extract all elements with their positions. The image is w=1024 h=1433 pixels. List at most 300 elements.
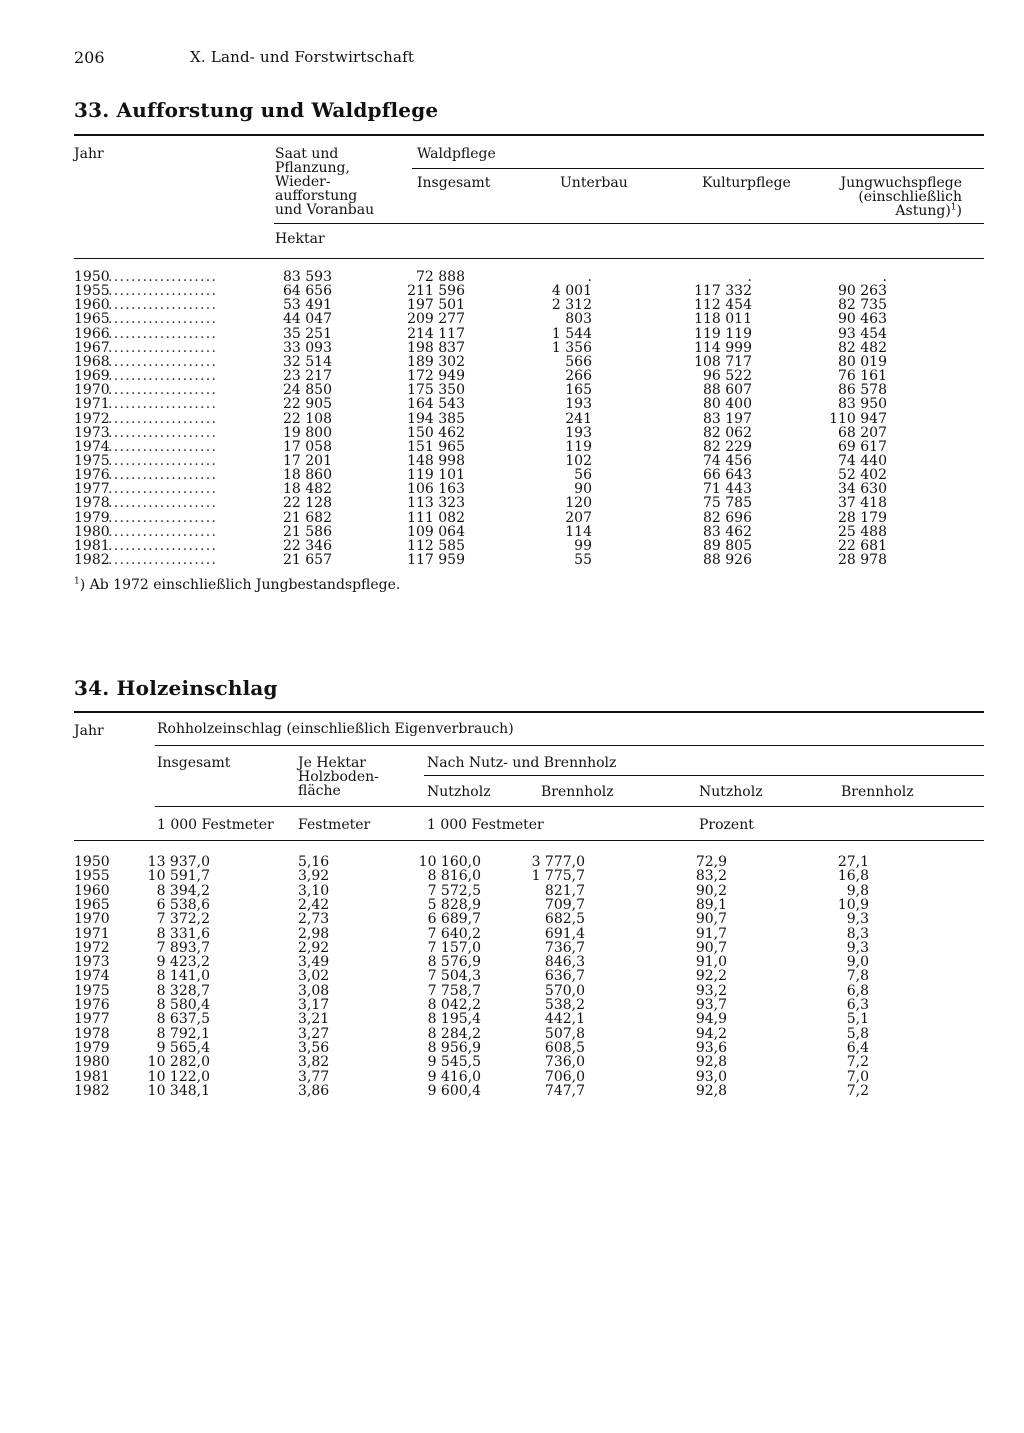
table-row: [0, 998, 1024, 1012]
table-row: [0, 284, 1024, 298]
cell-jahr: 1973: [74, 954, 110, 971]
table34-header-nach-nutz: Nach Nutz- und Brennholz: [427, 755, 617, 771]
table-row: [0, 955, 1024, 969]
cell-insgesamt: 8 792,1: [156, 1025, 210, 1042]
table-row: [0, 912, 1024, 926]
cell-unterbau: 114: [565, 523, 592, 540]
table-row: [0, 941, 1024, 955]
table33-unit-rule: [274, 223, 984, 224]
cell-insgesamt: 8 637,5: [156, 1011, 210, 1028]
cell-jahr: 1978: [74, 495, 110, 512]
cell-je-hektar: 3,92: [298, 868, 330, 885]
cell-jahr: 1965: [74, 896, 110, 913]
table33-title: 33. Aufforstung und Waldpflege: [74, 98, 439, 122]
cell-brennholz-pct: 9,8: [846, 882, 869, 899]
cell-brennholz: 846,3: [544, 954, 585, 971]
cell-kulturpflege: 118 011: [694, 311, 752, 328]
cell-nutzholz: 8 816,0: [427, 868, 481, 885]
cell-jahr: 1980: [74, 1054, 110, 1071]
table34-header-insgesamt: Insgesamt: [157, 755, 231, 771]
cell-jungwuchs: 28 179: [838, 509, 887, 526]
leader-dots: ...................: [108, 298, 218, 313]
cell-jahr: 1981: [74, 1068, 110, 1085]
table-row: [0, 511, 1024, 525]
cell-jungwuchs: .: [882, 269, 887, 285]
table33-footnote: $^1$) Ab 1972 einschließlich Jungbestandspflege.: [74, 576, 401, 593]
cell-saat: 83 593: [283, 269, 332, 285]
table-row: [0, 482, 1024, 496]
cell-unterbau: 90: [574, 481, 592, 498]
cell-jahr: 1969: [74, 368, 110, 385]
cell-insgesamt: 10 282,0: [147, 1054, 210, 1071]
cell-jungwuchs: 82 735: [838, 297, 887, 314]
cell-kulturpflege: 74 456: [703, 452, 752, 469]
table-row: [0, 884, 1024, 898]
table-row: [0, 1055, 1024, 1069]
cell-brennholz: 538,2: [544, 997, 585, 1013]
cell-kulturpflege: 66 643: [703, 467, 752, 484]
cell-nutzholz: 9 416,0: [427, 1068, 481, 1085]
cell-insgesamt: 8 394,2: [156, 882, 210, 899]
table34-unit-festmeter: Festmeter: [298, 817, 371, 833]
page-number: 206: [74, 48, 105, 67]
cell-nutzholz-pct: 92,8: [695, 1082, 727, 1099]
cell-jahr: 1976: [74, 467, 110, 484]
leader-dots: ...................: [108, 312, 218, 327]
cell-jungwuchs: 69 617: [838, 438, 887, 455]
cell-insgesamt: 10 591,7: [147, 868, 210, 885]
cell-nutzholz-pct: 91,7: [695, 925, 727, 942]
cell-jungwuchs: 80 019: [838, 353, 887, 370]
table-row: [0, 1041, 1024, 1055]
leader-dots: ...................: [108, 354, 218, 369]
cell-nutzholz-pct: 90,2: [695, 882, 727, 899]
cell-je-hektar: 3,82: [298, 1054, 330, 1071]
cell-brennholz-pct: 7,8: [846, 968, 869, 985]
cell-kulturpflege: 96 522: [703, 368, 752, 385]
table-row: [0, 553, 1024, 567]
cell-nutzholz-pct: 90,7: [695, 939, 727, 956]
leader-dots: ...................: [108, 453, 218, 468]
cell-saat: 64 656: [283, 283, 332, 300]
cell-jungwuchs: 90 463: [838, 311, 887, 328]
cell-insgesamt: 8 580,4: [156, 997, 210, 1013]
table-row: [0, 855, 1024, 869]
cell-saat: 22 346: [283, 537, 332, 554]
cell-jahr: 1950: [74, 269, 110, 285]
cell-jahr: 1982: [74, 552, 110, 568]
cell-insgesamt: 119 101: [407, 467, 465, 484]
table33-top-rule: [74, 134, 984, 136]
cell-nutzholz-pct: 91,0: [695, 954, 727, 971]
table34-unit-rule: [155, 806, 984, 807]
cell-je-hektar: 3,17: [298, 997, 330, 1013]
cell-insgesamt: 72 888: [416, 269, 465, 285]
table33-header-unterbau: Unterbau: [560, 175, 628, 191]
cell-nutzholz: 7 157,0: [427, 939, 481, 956]
cell-saat: 18 860: [283, 467, 332, 484]
cell-insgesamt: 189 302: [407, 353, 465, 370]
cell-saat: 22 108: [283, 410, 332, 427]
table34-header-jahr: Jahr: [74, 723, 104, 739]
cell-kulturpflege: 71 443: [703, 481, 752, 498]
cell-kulturpflege: 89 805: [703, 537, 752, 554]
cell-jungwuchs: 86 578: [838, 382, 887, 399]
cell-jahr: 1971: [74, 396, 110, 413]
cell-jungwuchs: 25 488: [838, 523, 887, 540]
cell-nutzholz: 7 640,2: [427, 925, 481, 942]
cell-saat: 35 251: [283, 325, 332, 342]
table-row: [0, 270, 1024, 284]
cell-unterbau: 193: [565, 396, 592, 413]
cell-kulturpflege: 88 607: [703, 382, 752, 399]
cell-unterbau: 165: [565, 382, 592, 399]
cell-jahr: 1975: [74, 452, 110, 469]
cell-jungwuchs: 76 161: [838, 368, 887, 385]
cell-nutzholz-pct: 93,0: [695, 1068, 727, 1085]
cell-insgesamt: 151 965: [407, 438, 465, 455]
cell-unterbau: 193: [565, 424, 592, 441]
cell-brennholz: 442,1: [544, 1011, 585, 1028]
cell-saat: 33 093: [283, 339, 332, 356]
cell-saat: 21 657: [283, 552, 332, 568]
cell-jahr: 1955: [74, 868, 110, 885]
cell-kulturpflege: 80 400: [703, 396, 752, 413]
cell-unterbau: 55: [574, 552, 592, 568]
cell-brennholz-pct: 6,8: [846, 982, 869, 999]
cell-nutzholz-pct: 72,9: [695, 854, 727, 870]
cell-brennholz: 709,7: [544, 896, 585, 913]
cell-brennholz-pct: 16,8: [837, 868, 869, 885]
cell-jahr: 1966: [74, 325, 110, 342]
table34-header-brennholz: Brennholz: [541, 784, 614, 800]
cell-nutzholz-pct: 93,6: [695, 1039, 727, 1056]
cell-saat: 23 217: [283, 368, 332, 385]
cell-insgesamt: 6 538,6: [156, 896, 210, 913]
cell-kulturpflege: 108 717: [694, 353, 752, 370]
cell-brennholz: 3 777,0: [531, 854, 585, 870]
cell-nutzholz: 6 689,7: [427, 911, 481, 928]
cell-jungwuchs: 90 263: [838, 283, 887, 300]
cell-je-hektar: 2,98: [298, 925, 330, 942]
cell-unterbau: 803: [565, 311, 592, 328]
table-row: [0, 869, 1024, 883]
cell-je-hektar: 3,21: [298, 1011, 330, 1028]
cell-kulturpflege: 82 062: [703, 424, 752, 441]
cell-brennholz: 821,7: [544, 882, 585, 899]
leader-dots: ...................: [108, 284, 218, 299]
cell-je-hektar: 2,92: [298, 939, 330, 956]
cell-brennholz-pct: 10,9: [837, 896, 869, 913]
cell-jahr: 1950: [74, 854, 110, 870]
cell-je-hektar: 3,10: [298, 882, 330, 899]
table-row: [0, 383, 1024, 397]
cell-nutzholz: 9 600,4: [427, 1082, 481, 1099]
cell-jahr: 1972: [74, 939, 110, 956]
cell-brennholz: 570,0: [544, 982, 585, 999]
cell-insgesamt: 175 350: [407, 382, 465, 399]
table33-header-waldpflege: Waldpflege: [417, 146, 496, 162]
table34-header-bottom-rule: [74, 840, 984, 841]
table-row: [0, 412, 1024, 426]
cell-jungwuchs: 37 418: [838, 495, 887, 512]
table33-header-jungwuchs: Jungwuchspflege (einschließlich Astung)$^1$): [840, 175, 962, 219]
table-row: [0, 1012, 1024, 1026]
table-row: [0, 298, 1024, 312]
cell-insgesamt: 8 331,6: [156, 925, 210, 942]
table34-header-je-hektar: Je Hektar Holzboden- fläche: [298, 755, 379, 799]
chapter-title: X. Land- und Forstwirtschaft: [190, 48, 415, 66]
cell-nutzholz: 5 828,9: [427, 896, 481, 913]
table33-header-jahr: Jahr: [74, 146, 104, 162]
cell-brennholz: 736,0: [544, 1054, 585, 1071]
cell-unterbau: 56: [574, 467, 592, 484]
cell-insgesamt: 117 959: [407, 552, 465, 568]
cell-insgesamt: 13 937,0: [147, 854, 210, 870]
table34-rohholz-rule: [155, 745, 984, 746]
cell-insgesamt: 211 596: [407, 283, 465, 300]
cell-jahr: 1960: [74, 297, 110, 314]
cell-kulturpflege: 88 926: [703, 552, 752, 568]
cell-brennholz-pct: 6,3: [846, 997, 869, 1013]
cell-jahr: 1968: [74, 353, 110, 370]
cell-unterbau: 207: [565, 509, 592, 526]
cell-insgesamt: 198 837: [407, 339, 465, 356]
cell-kulturpflege: 119 119: [694, 325, 752, 342]
table-row: [0, 468, 1024, 482]
table-row: [0, 927, 1024, 941]
cell-jahr: 1955: [74, 283, 110, 300]
cell-unterbau: 99: [574, 537, 592, 554]
leader-dots: ...................: [108, 538, 218, 553]
table-row: [0, 312, 1024, 326]
cell-brennholz: 682,5: [544, 911, 585, 928]
cell-jahr: 1975: [74, 982, 110, 999]
cell-insgesamt: 109 064: [407, 523, 465, 540]
cell-jungwuchs: 34 630: [838, 481, 887, 498]
cell-brennholz-pct: 27,1: [837, 854, 869, 870]
table-row: [0, 969, 1024, 983]
cell-jungwuchs: 110 947: [829, 410, 887, 427]
cell-saat: 53 491: [283, 297, 332, 314]
table-row: [0, 355, 1024, 369]
cell-nutzholz: 8 576,9: [427, 954, 481, 971]
cell-nutzholz: 8 195,4: [427, 1011, 481, 1028]
cell-nutzholz-pct: 92,8: [695, 1054, 727, 1071]
table-row: [0, 440, 1024, 454]
cell-insgesamt: 8 141,0: [156, 968, 210, 985]
cell-je-hektar: 5,16: [298, 854, 330, 870]
cell-brennholz-pct: 9,3: [846, 911, 869, 928]
table-row: [0, 539, 1024, 553]
cell-saat: 17 201: [283, 452, 332, 469]
leader-dots: ...................: [108, 383, 218, 398]
cell-unterbau: 2 312: [551, 297, 592, 314]
cell-nutzholz: 8 956,9: [427, 1039, 481, 1056]
cell-insgesamt: 8 328,7: [156, 982, 210, 999]
cell-brennholz-pct: 9,3: [846, 939, 869, 956]
table33-waldpflege-rule: [412, 168, 984, 169]
table-row: [0, 397, 1024, 411]
cell-brennholz: 636,7: [544, 968, 585, 985]
cell-kulturpflege: 82 229: [703, 438, 752, 455]
cell-kulturpflege: 117 332: [694, 283, 752, 300]
table-row: [0, 426, 1024, 440]
cell-je-hektar: 2,42: [298, 896, 330, 913]
cell-jahr: 1974: [74, 968, 110, 985]
cell-jahr: 1980: [74, 523, 110, 540]
cell-nutzholz-pct: 89,1: [695, 896, 727, 913]
cell-saat: 18 482: [283, 481, 332, 498]
cell-insgesamt: 111 082: [407, 509, 465, 526]
cell-saat: 32 514: [283, 353, 332, 370]
cell-saat: 24 850: [283, 382, 332, 399]
cell-brennholz-pct: 9,0: [846, 954, 869, 971]
cell-kulturpflege: 75 785: [703, 495, 752, 512]
cell-kulturpflege: .: [747, 269, 752, 285]
cell-nutzholz: 10 160,0: [418, 854, 481, 870]
cell-brennholz: 736,7: [544, 939, 585, 956]
table33-header-insgesamt: Insgesamt: [417, 175, 491, 191]
leader-dots: ...................: [108, 439, 218, 454]
cell-je-hektar: 3,56: [298, 1039, 330, 1056]
cell-nutzholz-pct: 93,2: [695, 982, 727, 999]
cell-nutzholz-pct: 94,9: [695, 1011, 727, 1028]
table34-title: 34. Holzeinschlag: [74, 676, 278, 700]
cell-unterbau: 566: [565, 353, 592, 370]
cell-je-hektar: 3,08: [298, 982, 330, 999]
cell-saat: 17 058: [283, 438, 332, 455]
cell-je-hektar: 3,27: [298, 1025, 330, 1042]
cell-unterbau: 241: [565, 410, 592, 427]
cell-nutzholz-pct: 94,2: [695, 1025, 727, 1042]
cell-je-hektar: 2,73: [298, 911, 330, 928]
table33-unit-hektar: Hektar: [275, 231, 325, 247]
cell-saat: 22 905: [283, 396, 332, 413]
cell-jungwuchs: 83 950: [838, 396, 887, 413]
cell-jahr: 1965: [74, 311, 110, 328]
cell-nutzholz-pct: 93,7: [695, 997, 727, 1013]
cell-kulturpflege: 83 462: [703, 523, 752, 540]
cell-saat: 21 586: [283, 523, 332, 540]
table34-unit-prozent: Prozent: [699, 817, 754, 833]
table-row: [0, 496, 1024, 510]
cell-brennholz-pct: 7,2: [846, 1054, 869, 1071]
cell-unterbau: 4 001: [551, 283, 592, 300]
cell-brennholz: 691,4: [544, 925, 585, 942]
cell-unterbau: 1 356: [551, 339, 592, 356]
leader-dots: ...................: [108, 369, 218, 384]
table34-top-rule: [74, 711, 984, 713]
table-row: [0, 898, 1024, 912]
cell-je-hektar: 3,86: [298, 1082, 330, 1099]
table33-header-kulturpflege: Kulturpflege: [702, 175, 791, 191]
cell-jahr: 1970: [74, 911, 110, 928]
leader-dots: ...................: [108, 411, 218, 426]
cell-insgesamt: 164 543: [407, 396, 465, 413]
table34-header-rohholz: Rohholzeinschlag (einschließlich Eigenverbrauch): [157, 721, 514, 737]
leader-dots: ...................: [108, 326, 218, 341]
cell-jungwuchs: 93 454: [838, 325, 887, 342]
cell-saat: 19 800: [283, 424, 332, 441]
cell-jahr: 1960: [74, 882, 110, 899]
cell-insgesamt: 194 385: [407, 410, 465, 427]
leader-dots: ...................: [108, 468, 218, 483]
cell-insgesamt: 172 949: [407, 368, 465, 385]
cell-unterbau: 102: [565, 452, 592, 469]
cell-kulturpflege: 83 197: [703, 410, 752, 427]
cell-nutzholz: 7 758,7: [427, 982, 481, 999]
cell-je-hektar: 3,77: [298, 1068, 330, 1085]
leader-dots: ...................: [108, 553, 218, 567]
table-row: [0, 454, 1024, 468]
leader-dots: ...................: [108, 270, 218, 284]
table-row: [0, 1084, 1024, 1098]
cell-brennholz-pct: 7,0: [846, 1068, 869, 1085]
cell-jungwuchs: 68 207: [838, 424, 887, 441]
table34-header-nutzholz-pct: Nutzholz: [699, 784, 763, 800]
table-row: [0, 1070, 1024, 1084]
cell-nutzholz: 7 504,3: [427, 968, 481, 985]
cell-unterbau: .: [587, 269, 592, 285]
cell-unterbau: 119: [565, 438, 592, 455]
table-row: [0, 525, 1024, 539]
cell-insgesamt: 106 163: [407, 481, 465, 498]
cell-jungwuchs: 28 978: [838, 552, 887, 568]
cell-nutzholz-pct: 90,7: [695, 911, 727, 928]
cell-insgesamt: 10 348,1: [147, 1082, 210, 1099]
cell-nutzholz-pct: 83,2: [695, 868, 727, 885]
cell-brennholz-pct: 8,3: [846, 925, 869, 942]
cell-nutzholz-pct: 92,2: [695, 968, 727, 985]
table34-header-brennholz-pct: Brennholz: [841, 784, 914, 800]
cell-unterbau: 1 544: [551, 325, 592, 342]
cell-kulturpflege: 114 999: [694, 339, 752, 356]
cell-jahr: 1973: [74, 424, 110, 441]
cell-nutzholz: 8 042,2: [427, 997, 481, 1013]
cell-brennholz-pct: 5,8: [846, 1025, 869, 1042]
cell-insgesamt: 9 423,2: [156, 954, 210, 971]
cell-nutzholz: 7 572,5: [427, 882, 481, 899]
leader-dots: ...................: [108, 340, 218, 355]
table-row: [0, 327, 1024, 341]
cell-jahr: 1972: [74, 410, 110, 427]
table33-header-bottom-rule: [74, 258, 984, 259]
cell-je-hektar: 3,49: [298, 954, 330, 971]
cell-jahr: 1982: [74, 1082, 110, 1099]
table34-header-nutzholz: Nutzholz: [427, 784, 491, 800]
cell-brennholz: 507,8: [544, 1025, 585, 1042]
table-row: [0, 984, 1024, 998]
cell-nutzholz: 8 284,2: [427, 1025, 481, 1042]
cell-jahr: 1979: [74, 1039, 110, 1056]
leader-dots: ...................: [108, 496, 218, 511]
cell-jahr: 1974: [74, 438, 110, 455]
cell-insgesamt: 214 117: [407, 325, 465, 342]
table-row: [0, 341, 1024, 355]
cell-insgesamt: 9 565,4: [156, 1039, 210, 1056]
cell-unterbau: 120: [565, 495, 592, 512]
cell-insgesamt: 112 585: [407, 537, 465, 554]
cell-jahr: 1971: [74, 925, 110, 942]
table-row: [0, 369, 1024, 383]
cell-unterbau: 266: [565, 368, 592, 385]
cell-jahr: 1976: [74, 997, 110, 1013]
leader-dots: ...................: [108, 482, 218, 497]
cell-brennholz-pct: 6,4: [846, 1039, 869, 1056]
cell-jungwuchs: 22 681: [838, 537, 887, 554]
cell-brennholz-pct: 5,1: [846, 1011, 869, 1028]
